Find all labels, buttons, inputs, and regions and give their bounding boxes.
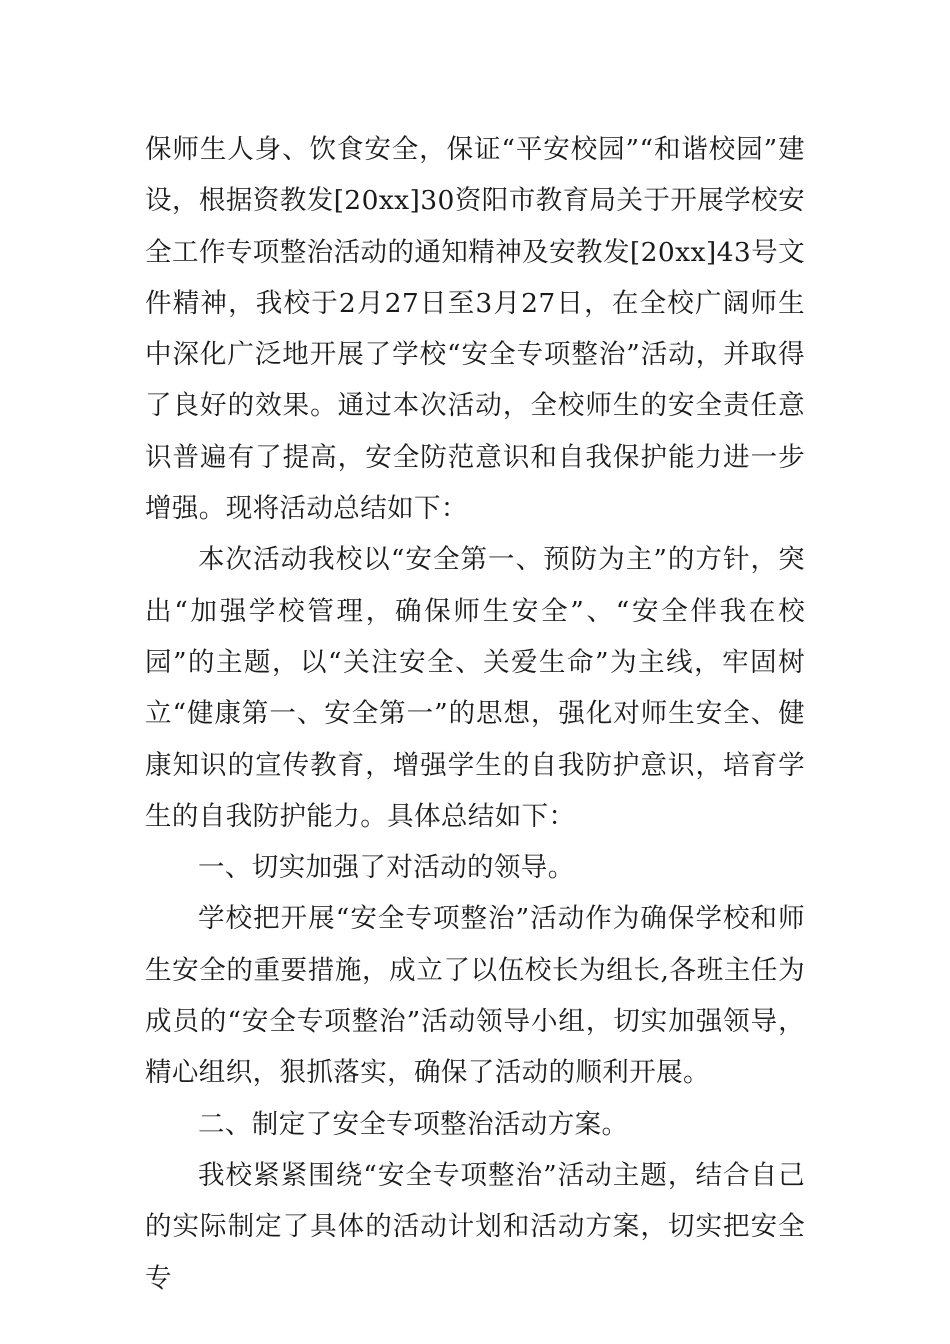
paragraph-plan: 我校紧紧围绕“安全专项整治”活动主题，结合自己的实际制定了具体的活动计划和活动方案，切实把安全专: [145, 1159, 805, 1294]
section-heading-leadership: 一、切实加强了对活动的领导。: [198, 852, 575, 884]
paragraph-leadership: 学校把开展“安全专项整治”活动作为确保学校和师生安全的重要措施，成立了以伍校长为组长,各班主任为成员的“安全专项整治”活动领导小组，切实加强领导，精心组织，狠抓落实，确保了活动的顺利开展。: [145, 903, 805, 1089]
paragraph-intro-continuation: 保师生人身、饮食安全，保证“平安校园”“和谐校园”建设，根据资教发[20xx]30资阳市教育局关于开展学校安全工作专项整治活动的通知精神及安教发[20xx]43号文件精神，我校于2月27日至3月27日，在全校广阔师生中深化广泛地开展了学校“安全专项整治”活动，并取得了良好的效果。通过本次活动，全校师生的安全责任意识普遍有了提高，安全防范意识和自我保护能力进一步增强。现将活动总结如下：: [145, 134, 805, 525]
section-heading-plan: 二、制定了安全专项整治活动方案。: [198, 1108, 629, 1140]
document-body: [145, 124, 805, 1304]
paragraph-activity-overview: 本次活动我校以“安全第一、预防为主”的方针，突出“加强学校管理，确保师生安全”、“安全伴我在校园”的主题，以“关注安全、关爱生命”为主线，牢固树立“健康第一、安全第一”的思想，强化对师生安全、健康知识的宣传教育，增强学生的自我防护意识，培育学生的自我防护能力。具体总结如下：: [145, 544, 805, 832]
